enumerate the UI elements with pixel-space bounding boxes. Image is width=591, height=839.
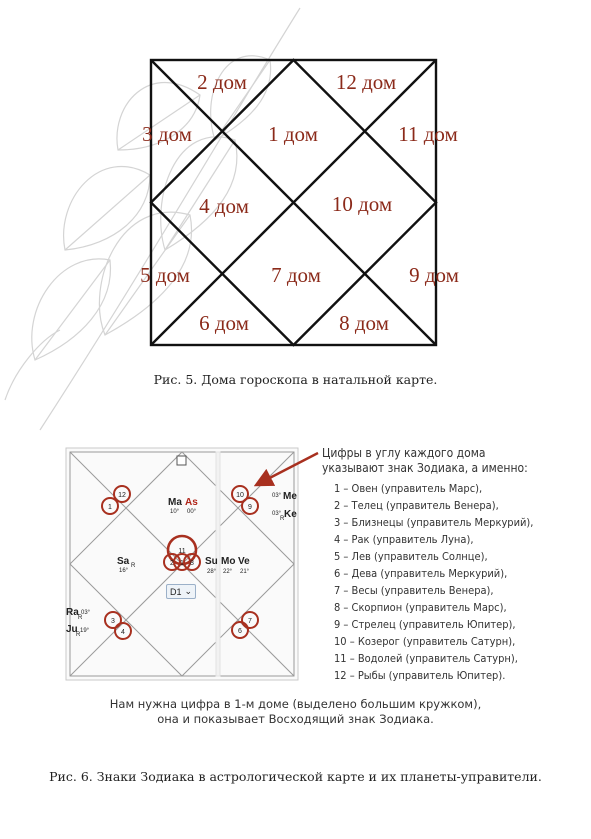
ascendant-note	[0, 697, 591, 727]
chevron-down-icon: ⌄	[184, 586, 192, 596]
planet-ke-retro: R	[280, 516, 285, 522]
zodiac-sign-item: 3 – Близнецы (управитель Меркурий),	[334, 516, 534, 529]
sign-number-6: 6	[238, 628, 242, 635]
house-label-9: 9 дом	[409, 263, 459, 287]
figure-5-caption: Рис. 5. Дома гороскопа в натальной карте.	[153, 372, 438, 387]
ascendant-note-line1: Нам нужна цифра в 1-м доме (выделено большим кружком),	[109, 697, 482, 711]
house-label-2: 2 дом	[197, 70, 247, 94]
house-label-4: 4 дом	[199, 194, 249, 218]
planet-me: Me	[283, 491, 297, 502]
planet-ju-degree: 19°	[80, 628, 90, 634]
zodiac-sign-item: 8 – Скорпион (управитель Марс),	[334, 601, 507, 614]
zodiac-sign-item: 12 – Рыбы (управитель Юпитер).	[334, 669, 506, 682]
planet-ra: Ra	[66, 607, 79, 618]
planet-su-degree: 28°	[207, 569, 217, 575]
planet-ma: Ma	[168, 497, 182, 508]
planet-su: Su	[205, 556, 218, 567]
zodiac-sign-item: 6 – Дева (управитель Меркурий),	[334, 567, 508, 580]
planet-ma-degree: 10°	[170, 509, 180, 515]
planet-ve-degree: 21°	[240, 569, 250, 575]
sign-number-9: 9	[248, 504, 252, 511]
zodiac-sign-item: 11 – Водолей (управитель Сатурн),	[334, 652, 518, 665]
planet-ve: Ve	[238, 556, 250, 567]
chart-type-value: D1	[170, 586, 182, 597]
sign-number-4: 4	[121, 629, 125, 636]
sign-number-2: 2	[170, 560, 174, 567]
sign-number-10: 10	[236, 492, 244, 499]
planet-ju-retro: R	[76, 632, 81, 638]
sign-number-12: 12	[118, 492, 126, 499]
planet-sa-degree: 16°	[119, 568, 129, 574]
house-label-6: 6 дом	[199, 311, 249, 335]
planet-as-degree: 00°	[187, 509, 197, 515]
zodiac-sign-item: 4 – Рак (управитель Луна),	[334, 533, 474, 546]
chart-mode-checkbox[interactable]	[177, 456, 186, 465]
house-label-10: 10 дом	[331, 192, 393, 216]
chart-type-select[interactable]	[166, 584, 196, 599]
zodiac-sign-item: 2 – Телец (управитель Венера),	[334, 499, 499, 512]
sign-number-1-top: 1	[108, 504, 112, 511]
house-label-1: 1 дом	[268, 122, 318, 146]
sign-number-1-ascendant: 1	[180, 560, 184, 567]
planet-sa-retro: R	[131, 563, 136, 569]
zodiac-note-heading	[322, 446, 528, 476]
planet-ju: Ju	[66, 624, 78, 635]
planet-ra-retro: R	[78, 615, 83, 621]
zodiac-sign-item: 5 – Лев (управитель Солнце),	[334, 550, 488, 563]
house-label-7: 7 дом	[271, 263, 321, 287]
zodiac-sign-item: 9 – Стрелец (управитель Юпитер),	[334, 618, 516, 631]
zodiac-note-heading-line2: указывают знак Зодиака, а именно:	[322, 461, 528, 475]
planet-mo-degree: 22°	[223, 569, 233, 575]
planet-ke: Ke	[284, 509, 297, 520]
house-label-3: 3 дом	[142, 122, 192, 146]
sign-number-7: 7	[248, 618, 252, 625]
house-label-11: 11 дом	[398, 122, 458, 146]
zodiac-sign-item: 7 – Весы (управитель Венера),	[334, 584, 494, 597]
zodiac-note-heading-line1: Цифры в углу каждого дома	[322, 446, 486, 460]
zodiac-sign-item: 1 – Овен (управитель Марс),	[334, 482, 483, 495]
zodiac-sign-list	[334, 480, 533, 684]
house-label-12: 12 дом	[335, 70, 397, 94]
planet-me-degree: 03°	[272, 493, 282, 499]
sign-number-3: 3	[111, 618, 115, 625]
planet-ke-degree: 03°	[272, 511, 282, 517]
sign-number-11: 11	[178, 548, 186, 555]
ascendant-note-line2: она и показывает Восходящий знак Зодиака.	[157, 712, 434, 726]
planet-ra-degree: 03°	[81, 610, 91, 616]
planet-as: As	[185, 497, 198, 508]
zodiac-sign-item: 10 – Козерог (управитель Сатурн),	[334, 635, 516, 648]
planet-sa: Sa	[117, 556, 130, 567]
planet-mo: Mo	[221, 556, 236, 567]
house-label-5: 5 дом	[140, 263, 190, 287]
sign-number-8: 8	[190, 560, 194, 567]
figure-6-caption: Рис. 6. Знаки Зодиака в астрологической карте и их планеты-управители.	[49, 769, 542, 784]
house-label-8: 8 дом	[339, 311, 389, 335]
